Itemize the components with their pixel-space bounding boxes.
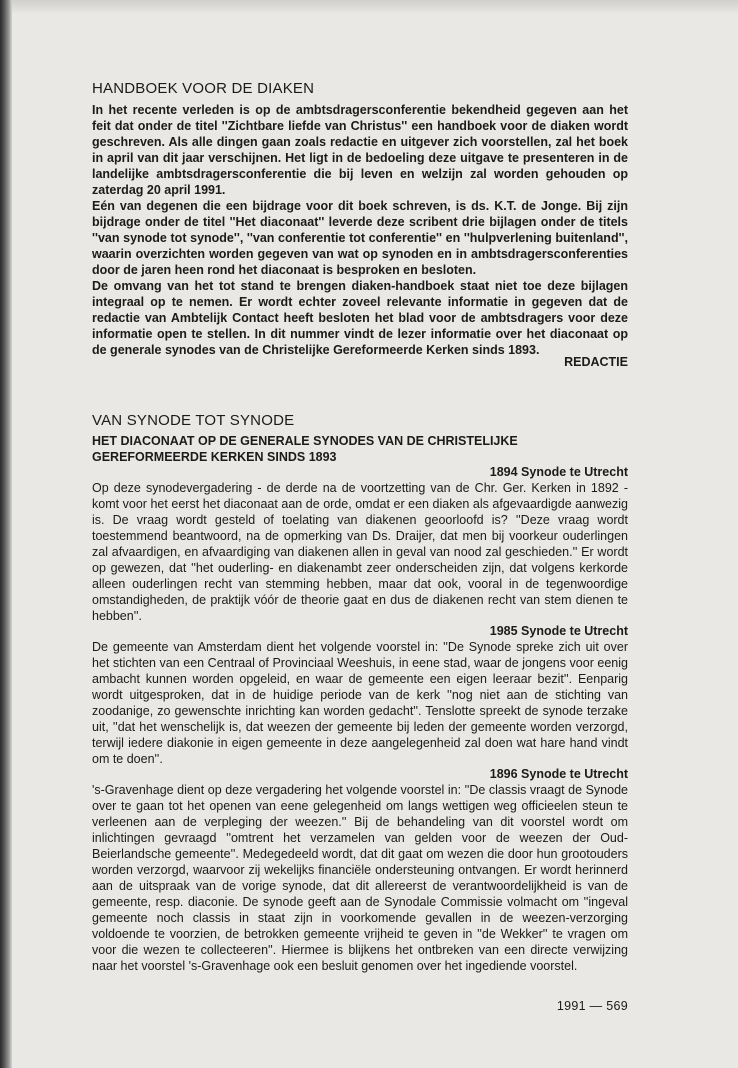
article-title-handboek: HANDBOEK VOOR DE DIAKEN	[92, 80, 315, 97]
page-content	[92, 80, 628, 974]
synode-heading-1985: 1985 Synode te Utrecht	[489, 624, 628, 638]
section-spacer	[92, 370, 628, 412]
synode-heading-1894: 1894 Synode te Utrecht	[489, 465, 628, 479]
article1-paragraph-2: Eén van degenen die een bijdrage voor dit boek schreven, is ds. K.T. de Jonge. Bij zijn bijdrage onder de titel ''Het diaconaat'' leverde deze scribent drie bijlagen onder de titels ''van synode tot synode'', ''van conferentie tot conferentie'' en ''hulpverlening buitenland'', waarin overzichten worden gegeven van wat op synoden en in ambtsdragersconferenties door de jaren heen rond het diaconaat is besproken en besloten.	[92, 199, 628, 277]
synode-text-1896: 's-Gravenhage dient op deze vergadering het volgende voorstel in: ''De classis vraagt de Synode over te gaan tot het openen van eene gelegenheid om langs wettigen weg officieelen steun te verleenen aan de verpleging der weezen.'' Bij de behandeling van dit voorstel wordt om inlichtingen gevraagd ''omtrent het verzamelen van gelden voor de weezen der Oud-Beierlandsche gemeente''. Medegedeeld wordt, dat dit gaat om wezen die door hun grootouders worden verzorgd, waarvoor zij wekelijks financiële ondersteuning ontvangen. Er wordt herinnerd aan de uitspraak van de vorige synode, dat dit allereerst de verantwoordelijkheid is van de gemeente, resp. diaconie. De synode geeft aan de Synodale Commissie volmacht om ''ingeval gemeente noch classis in staat zijn in voorkomende gevallen in de weezen-verzorging voldoende te voorzien, de betrokken gemeente vrijheid te geven in ''de Wekker'' te vragen om voor die wezen te collecteeren''. Hiermee is blijkens het ontbreken van een directe verwijzing naar het voorstel 's-Gravenhage ook een besluit genomen over het ingediende voorstel.	[92, 783, 628, 973]
page-binding-edge	[0, 0, 12, 1068]
article1-signature: REDACTIE	[564, 355, 628, 369]
synode-text-1985: De gemeente van Amsterdam dient het volgende voorstel in: ''De Synode spreke zich uit over het stichten van een Centraal of Provinciaal Weeshuis, in eene stad, waar de jongens voor eenig ambacht kunnen worden opgeleid, en waar de gemeente een eigen leeraar bezit''. Eenparig wordt uitgesproken, dat in de huidige periode van de kerk ''nog niet aan de stichting van zoodanige, zo gewenschte inrichting kan worden gedacht''. Tenslotte spreekt de synode terzake uit, ''dat het wenschelijk is, dat weezen der gemeente bij leden der gemeente worden verzorgd, terwijl iedere diakonie in eigen gemeente in deze aangelegenheid zal doen wat hare hand vindt om te doen''.	[92, 640, 628, 766]
article1-paragraph-3: De omvang van het tot stand te brengen diaken-handboek staat niet toe deze bijlagen integraal op te nemen. Er wordt echter zoveel relevante informatie in gegeven dat de redactie van Ambtelijk Contact heeft besloten het blad voor de ambtsdragers voor deze informatie open te stellen. In dit nummer vindt de lezer informatie over het diaconaat op de generale synodes van de Christelijke Gereformeerde Kerken sinds 1893.	[92, 279, 628, 357]
synode-text-1894: Op deze synodevergadering - de derde na de voortzetting van de Chr. Ger. Kerken in 1892 - komt voor het eerst het diaconaat aan de orde, omdat er een diaken als afgevaardigde aanwezig is. De vraag wordt gesteld of toelating van diakenen geoorloofd is? ''Deze vraag wordt toestemmend beantwoord, na de opmerking van Ds. Draijer, dat men bij voorkeur ouderlingen zal afvaardigen, en afvaardiging van diakenen allen in geval van nood zal geschieden.'' Er wordt op gewezen, dat ''het ouderling- en diakenambt zeer onderscheiden zijn, dat volgens kerkorde alleen ouderlingen recht van stemming hebben, maar dat ook, vooral in de tegenwoordige omstandigheden, de praktijk vóór de theorie gaat en dus de diakenen recht van stem dienen te hebben''.	[92, 481, 628, 623]
article-title-synode: VAN SYNODE TOT SYNODE	[92, 412, 295, 429]
page-number: 1991 — 569	[556, 999, 628, 1013]
synode-heading-1896: 1896 Synode te Utrecht	[489, 767, 628, 781]
page-top-edge	[12, 0, 738, 14]
article1-paragraph-1: In het recente verleden is op de ambtsdragersconferentie bekendheid gegeven aan het feit dat onder de titel ''Zichtbare liefde van Christus'' een handboek voor de diaken wordt geschreven. Als alle dingen gaan zoals redactie en uitgever zich voorstellen, zal het boek in april van dit jaar verschijnen. Het ligt in de bedoeling deze uitgave te presenteren in de landelijke ambtsdragersconferentie die bij leven en welzijn zal worden gehouden op zaterdag 20 april 1991.	[92, 103, 628, 197]
article2-subtitle: HET DIACONAAT OP DE GENERALE SYNODES VAN DE CHRISTELIJKE GEREFORMEERDE KERKEN SINDS 1893	[92, 434, 518, 464]
